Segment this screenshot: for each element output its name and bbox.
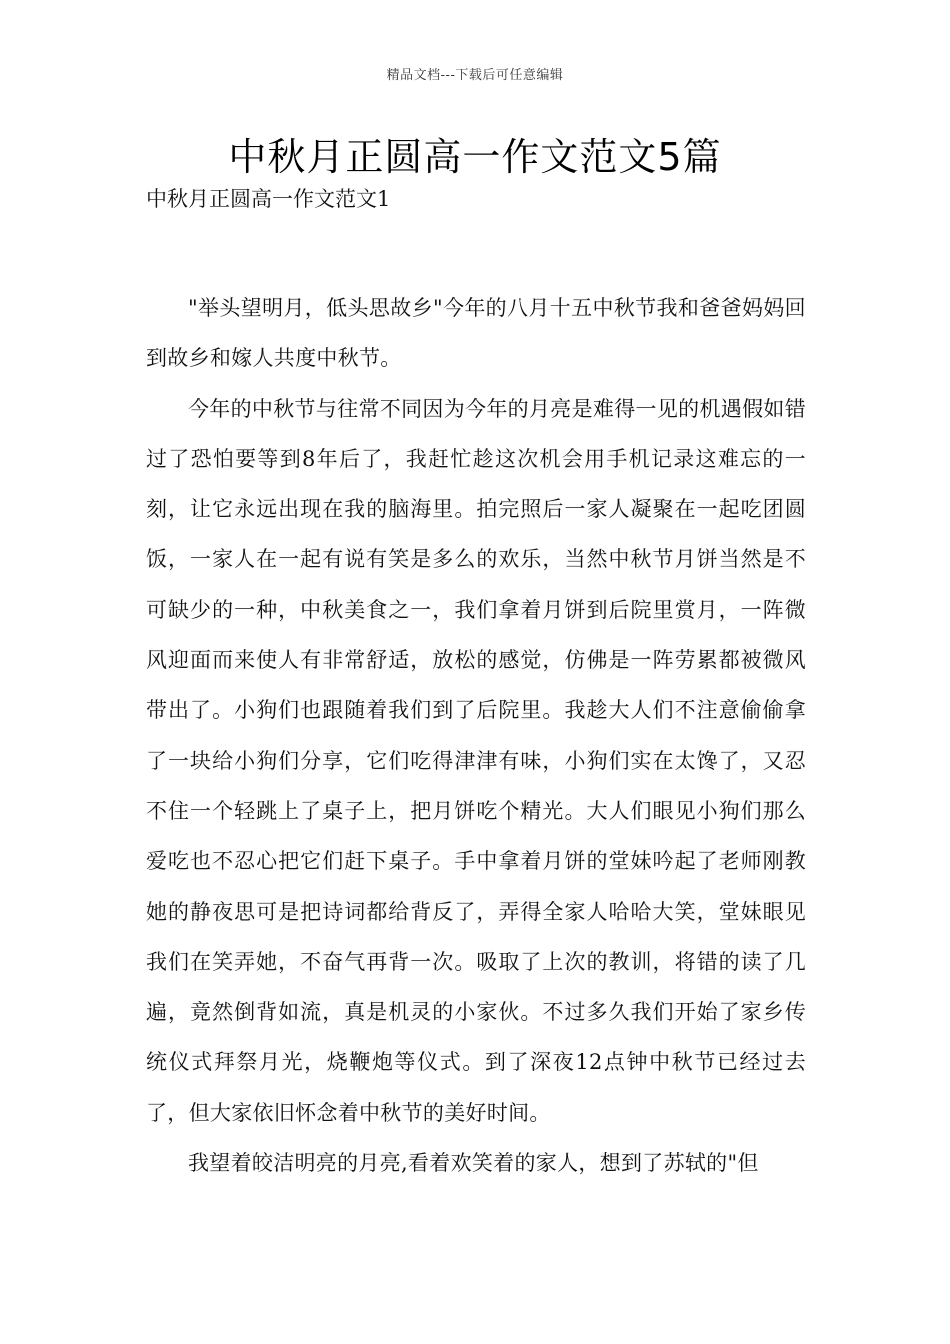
essay-body: [146, 283, 806, 1188]
paragraph-3: 我望着皎洁明亮的月亮,看着欢笑着的家人，想到了苏轼的"但: [188, 1151, 759, 1176]
paragraph-1: "举头望明月，低头思故乡"今年的八月十五中秋节我和爸爸妈妈回到故乡和嫁人共度中秋节。: [146, 296, 806, 371]
section-subtitle: 中秋月正圆高一作文范文1: [146, 187, 391, 211]
page-header: 精品文档---下载后可任意编辑: [386, 68, 564, 83]
paragraph-2: 今年的中秋节与往常不同因为今年的月亮是难得一见的机遇假如错过了恐怕要等到8年后了，我赶忙趁这次机会用手机记录这难忘的一刻，让它永远出现在我的脑海里。拍完照后一家人凝聚在一起吃团圆饭，一家人在一起有说有笑是多么的欢乐，当然中秋节月饼当然是不可缺少的一种，中秋美食之一，我们拿着月饼到后院里赏月，一阵微风迎面而来使人有非常舒适，放松的感觉，仿佛是一阵劳累都被微风带出了。小狗们也跟随着我们到了后院里。我趁大人们不注意偷偷拿了一块给小狗们分享，它们吃得津津有味，小狗们实在太馋了，又忍不住一个轻跳上了桌子上，把月饼吃个精光。大人们眼见小狗们那么爱吃也不忍心把它们赶下桌子。手中拿着月饼的堂妹吟起了老师刚教她的静夜思可是把诗词都给背反了，弄得全家人哈哈大笑，堂妹眼见我们在笑弄她，不奋气再背一次。吸取了上次的教训，将错的读了几遍，竟然倒背如流，真是机灵的小家伙。不过多久我们开始了家乡传统仪式拜祭月光，烧鞭炮等仪式。到了深夜12点钟中秋节已经过去了，但大家依旧怀念着中秋节的美好时间。: [146, 396, 806, 1125]
document-title: 中秋月正圆高一作文范文5篇: [228, 135, 722, 179]
